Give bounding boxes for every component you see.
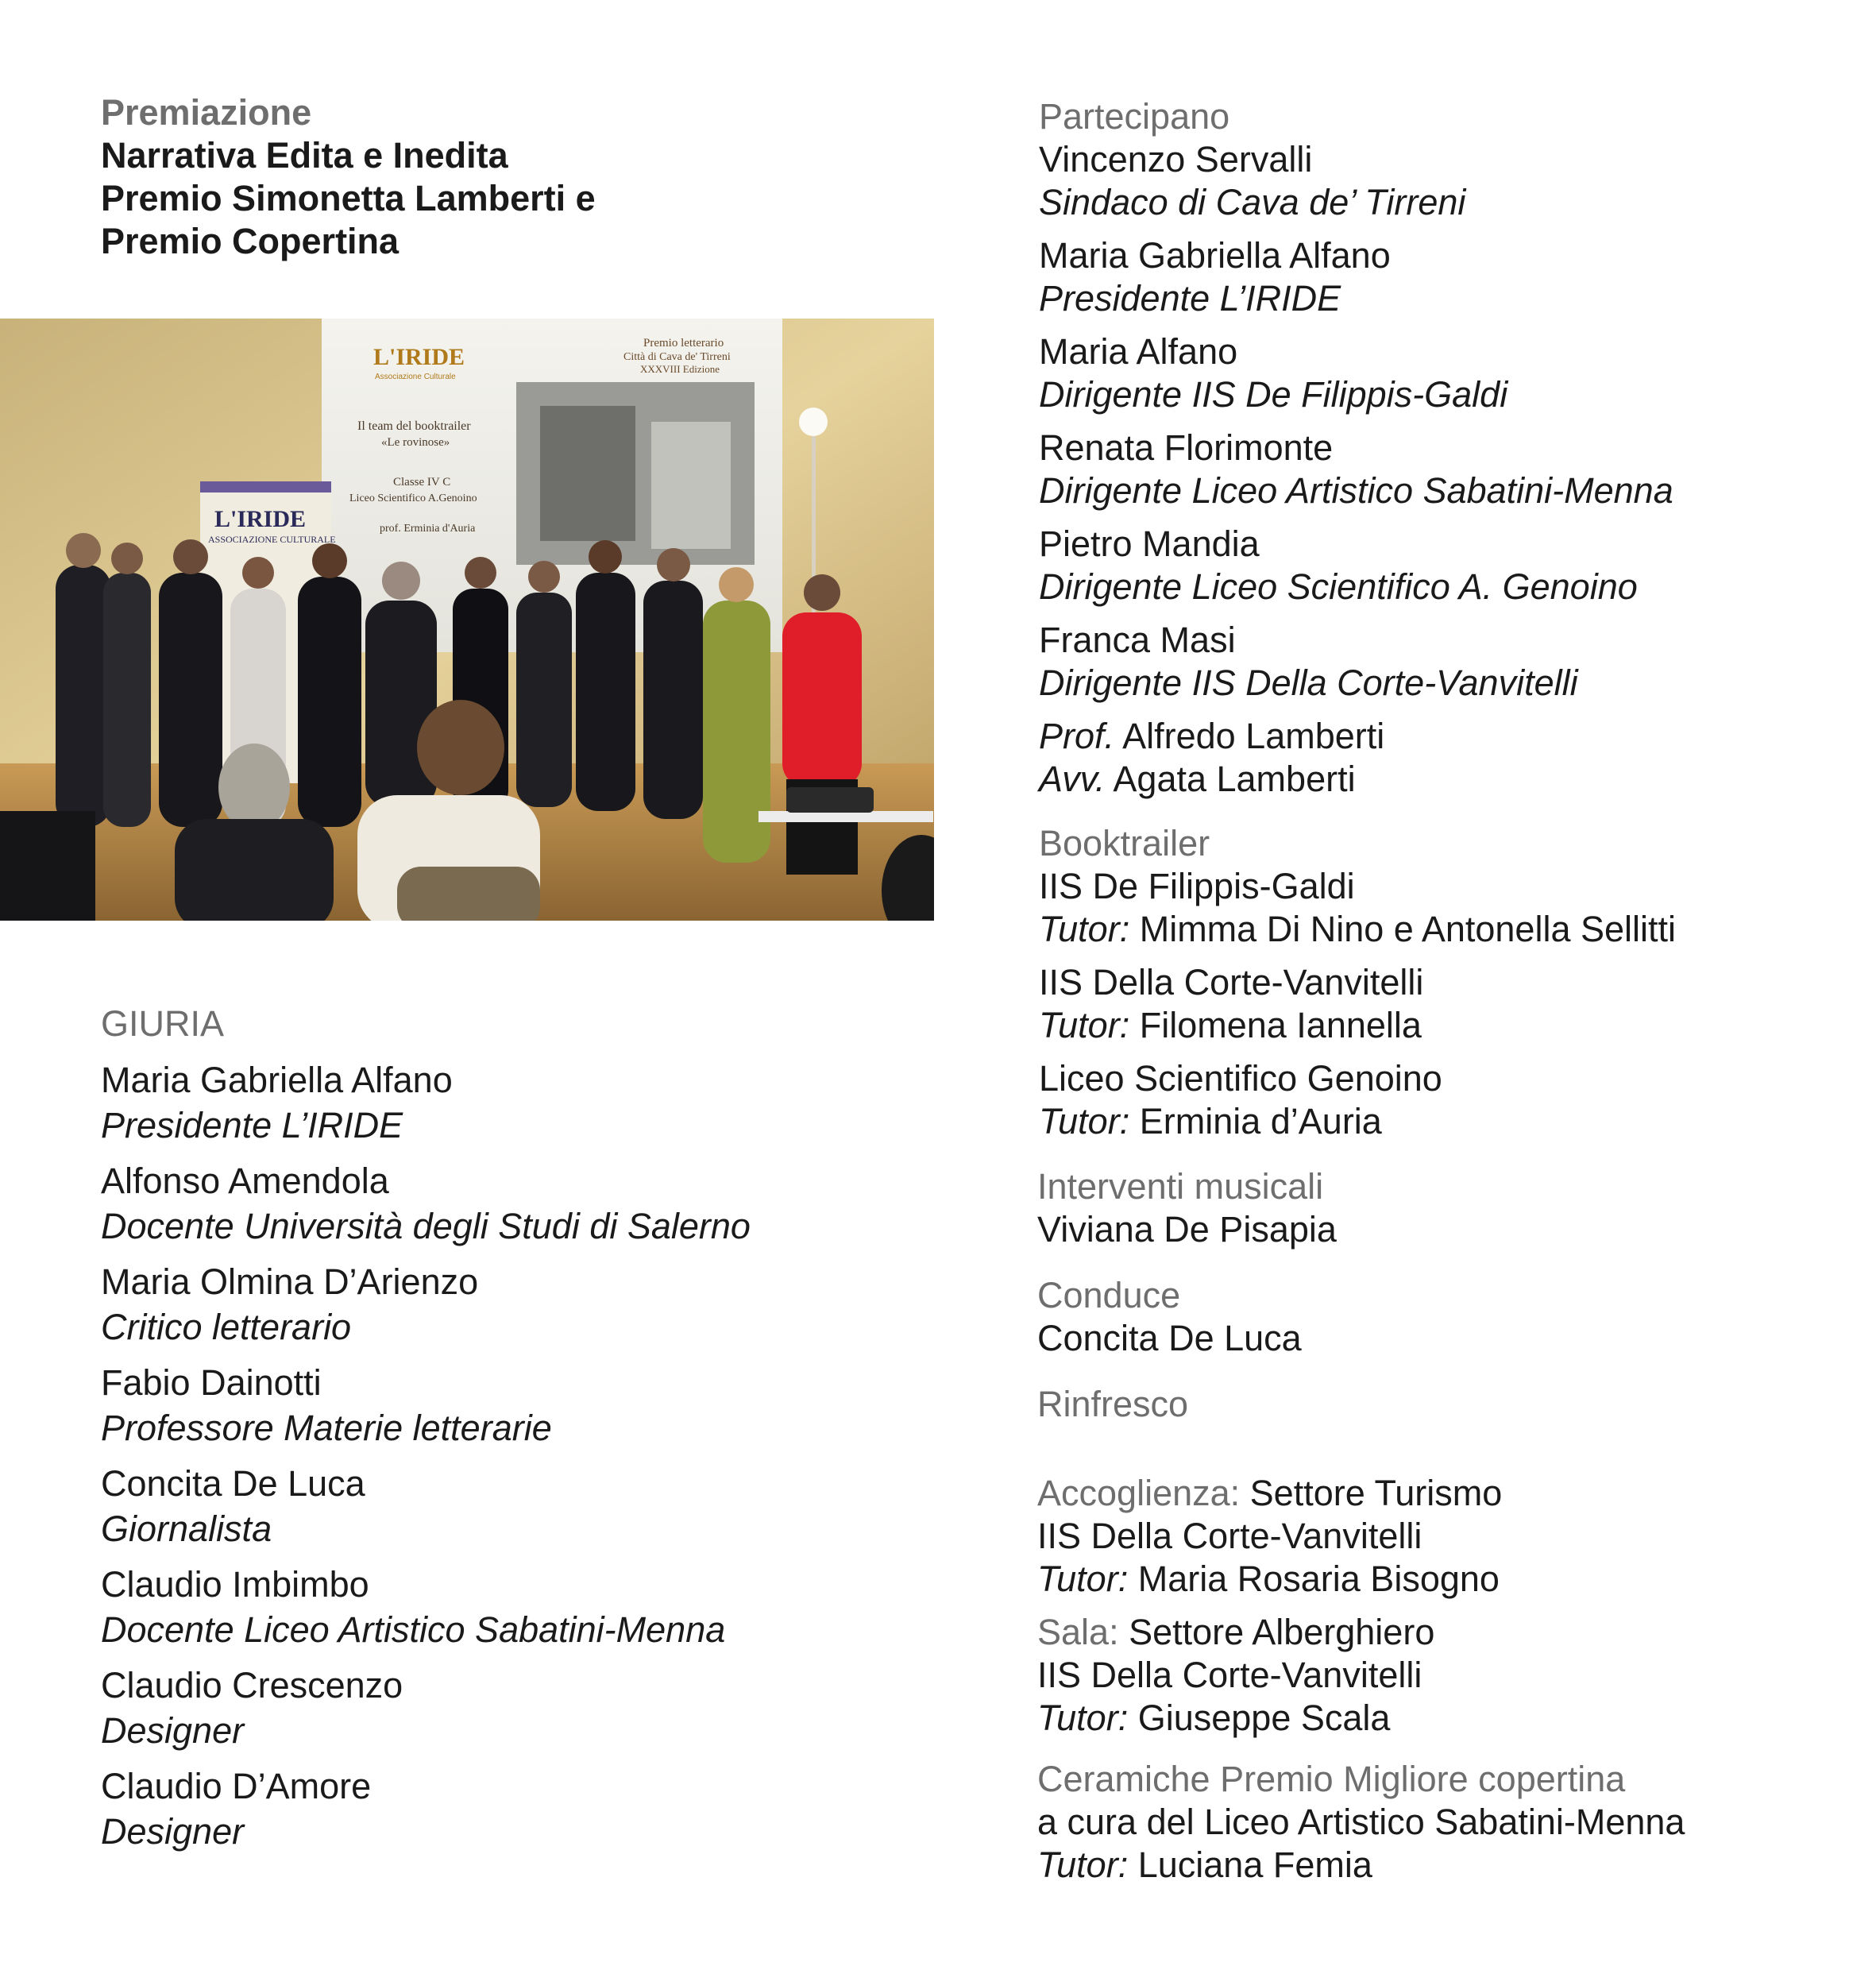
participant-name: Maria Gabriella Alfano — [1039, 235, 1391, 276]
participant-role: Dirigente Liceo Scientifico A. Genoino — [1039, 566, 1638, 607]
participant-role: Dirigente IIS De Filippis-Galdi — [1039, 374, 1508, 415]
conduce-name: Concita De Luca — [1037, 1318, 1302, 1358]
participant-name: Maria Alfano — [1039, 331, 1238, 372]
jury-member-name: Claudio D’Amore — [101, 1766, 372, 1806]
booktrailer-tutor-line: Tutor: Mimma Di Nino e Antonella Sellitti — [1039, 909, 1677, 949]
svg-text:L'IRIDE: L'IRIDE — [214, 506, 307, 532]
jury-member-role: Critico letterario — [101, 1307, 352, 1347]
jury-member-role: Professore Materie letterarie — [101, 1408, 552, 1448]
svg-text:Classe IV C: Classe IV C — [393, 476, 451, 489]
participant-titled — [1039, 715, 1384, 758]
jury-member-role: Docente Università degli Studi di Salerno — [101, 1206, 751, 1246]
participant-role: Dirigente Liceo Artistico Sabatini-Menna — [1039, 470, 1673, 511]
booktrailer-school: IIS Della Corte-Vanvitelli — [1039, 962, 1424, 1002]
jury-member-name: Fabio Dainotti — [101, 1362, 322, 1403]
participant-name: Agata Lamberti — [1113, 759, 1356, 799]
participant-role: Dirigente IIS Della Corte-Vanvitelli — [1039, 662, 1578, 703]
jury-member-role: Designer — [101, 1710, 245, 1751]
jury-member-name: Claudio Imbimbo — [101, 1564, 369, 1605]
jury-member-role: Presidente L’IRIDE — [101, 1105, 403, 1145]
jury-member-name: Maria Olmina D’Arienzo — [101, 1261, 479, 1302]
jury-member-name: Alfonso Amendola — [101, 1161, 389, 1201]
jury-member-role: Giornalista — [101, 1508, 272, 1549]
sala-tutor-line: Tutor: Giuseppe Scala — [1037, 1698, 1391, 1738]
person-red-jacket — [782, 612, 862, 787]
participant-name: Alfredo Lamberti — [1122, 716, 1385, 756]
jury-member-role: Docente Liceo Artistico Sabatini-Menna — [101, 1609, 726, 1650]
jury-member-name: Maria Gabriella Alfano — [101, 1060, 453, 1100]
svg-text:Liceo Scientifico A.Genoino: Liceo Scientifico A.Genoino — [349, 492, 477, 504]
ceramiche-tutor-line: Tutor: Luciana Femia — [1037, 1844, 1372, 1885]
musica-name: Viviana De Pisapia — [1037, 1209, 1337, 1250]
award-title-line-1: Narrativa Edita e Inedita — [101, 135, 508, 176]
svg-text:«Le rovinose»: «Le rovinose» — [381, 436, 450, 449]
svg-text:Associazione Culturale: Associazione Culturale — [375, 373, 456, 381]
musica-heading: Interventi musicali — [1037, 1166, 1324, 1207]
svg-text:prof. Erminia d'Auria: prof. Erminia d'Auria — [380, 523, 476, 535]
accoglienza-label: Accoglienza: — [1037, 1473, 1241, 1513]
booktrailer-heading: Booktrailer — [1039, 823, 1210, 863]
rinfresco-heading: Rinfresco — [1037, 1384, 1189, 1424]
sala-line: Sala: Settore Alberghiero — [1037, 1612, 1435, 1652]
sala-school: IIS Della Corte-Vanvitelli — [1037, 1655, 1422, 1695]
jury-member-role: Designer — [101, 1811, 245, 1852]
jury-member-name: Concita De Luca — [101, 1463, 365, 1504]
accoglienza-tutor-line: Tutor: Maria Rosaria Bisogno — [1037, 1559, 1500, 1599]
screen-logo: L'IRIDE — [373, 344, 465, 370]
svg-text:Città di Cava de' Tirreni: Città di Cava de' Tirreni — [623, 351, 731, 363]
participant-name: Vincenzo Servalli — [1039, 139, 1313, 180]
svg-text:XXXVIII Edizione: XXXVIII Edizione — [640, 363, 720, 375]
person-green-suit — [703, 601, 770, 863]
award-title-line-2: Premio Simonetta Lamberti e — [101, 178, 596, 218]
participant-titled — [1039, 758, 1356, 801]
partecipano-heading: Partecipano — [1039, 96, 1230, 137]
participant-role: Presidente L’IRIDE — [1039, 278, 1341, 319]
ceramiche-line: a cura del Liceo Artistico Sabatini-Menna — [1037, 1802, 1685, 1842]
svg-text:ASSOCIAZIONE CULTURALE: ASSOCIAZIONE CULTURALE — [208, 534, 336, 545]
ceremony-photo — [0, 319, 934, 921]
accoglienza-school: IIS Della Corte-Vanvitelli — [1037, 1516, 1422, 1556]
participant-role: Sindaco di Cava de’ Tirreni — [1039, 182, 1466, 222]
booktrailer-tutor-line: Tutor: Erminia d’Auria — [1039, 1101, 1382, 1141]
giuria-heading: GIURIA — [101, 1003, 225, 1044]
participant-name: Renata Florimonte — [1039, 427, 1334, 468]
participant-name: Pietro Mandia — [1039, 523, 1260, 564]
svg-text:Il team del booktrailer: Il team del booktrailer — [357, 419, 471, 433]
accoglienza-line: Accoglienza: Settore Turismo — [1037, 1473, 1503, 1513]
booktrailer-tutor-line: Tutor: Filomena Iannella — [1039, 1005, 1422, 1045]
ceramiche-heading: Ceramiche Premio Migliore copertina — [1037, 1759, 1626, 1799]
booktrailer-school: Liceo Scientifico Genoino — [1039, 1058, 1442, 1099]
sala-label: Sala: — [1037, 1612, 1119, 1652]
participant-title: Avv. — [1039, 759, 1106, 799]
award-title-line-3: Premio Copertina — [101, 221, 400, 261]
participant-title: Prof. — [1039, 716, 1115, 756]
participant-name: Franca Masi — [1039, 620, 1236, 660]
jury-member-name: Claudio Crescenzo — [101, 1665, 403, 1705]
svg-text:Premio letterario: Premio letterario — [643, 337, 724, 350]
booktrailer-school: IIS De Filippis-Galdi — [1039, 866, 1355, 906]
section-title: Premiazione — [101, 92, 312, 133]
conduce-heading: Conduce — [1037, 1275, 1181, 1315]
